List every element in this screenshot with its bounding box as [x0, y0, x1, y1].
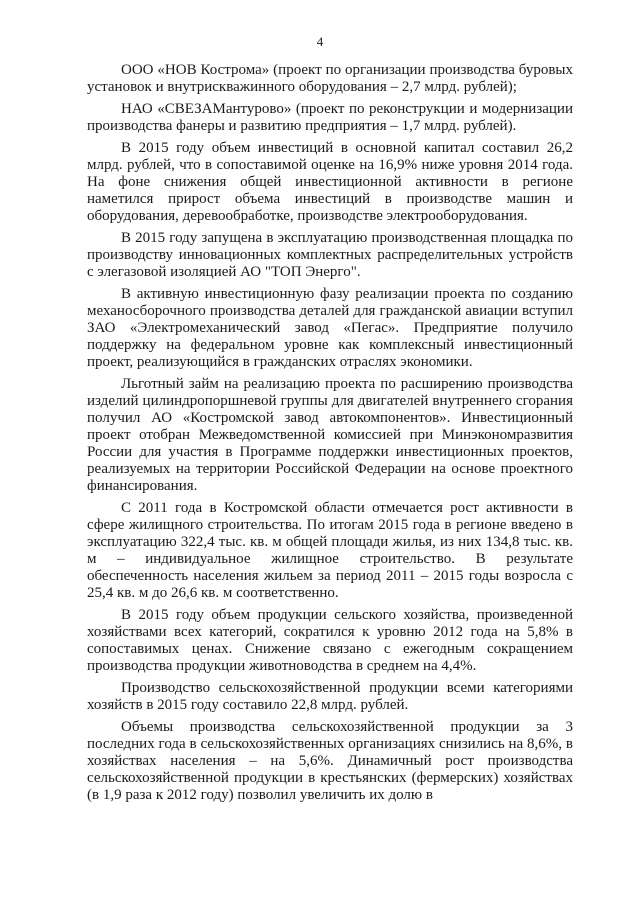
paragraph-autocomponents-loan: Льготный займ на реализацию проекта по расширению производства изделий цилиндропоршневой группы для двигателей внутреннего сгорания получил АО «Костромской завод автокомпонентов». Инвестиционный проект отобран Межведомственной комиссией при Минэкономразвития России для участия в Программе поддержки инвестиционных проектов, реализуемых на территории Российской Федерации на основе проектного финансирования.: [87, 376, 573, 494]
paragraph-investment-2015: В 2015 году объем инвестиций в основной капитал составил 26,2 млрд. рублей, что в сопоставимой оценке на 16,9% ниже уровня 2014 года. На фоне снижения общей инвестиционной активности в регионе наметился прирост объема инвестиций в производстве машин и оборудования, деревообработке, производстве электрооборудования.: [87, 140, 573, 224]
paragraph-nov-kostroma: ООО «НОВ Кострома» (проект по организации производства буровых установок и внутрискважинного оборудования – 2,7 млрд. рублей);: [87, 62, 573, 95]
paragraph-agriculture-dynamics: Объемы производства сельскохозяйственной продукции за 3 последних года в сельскохозяйственных организациях снизились на 8,6%, в хозяйствах населения – на 5,6%. Динамичный рост производства сельскохозяйственной продукции в крестьянских (фермерских) хозяйствах (в 1,9 раза к 2012 году) позволил увеличить их долю в: [87, 719, 573, 803]
page-number: 4: [316, 34, 324, 49]
paragraph-agriculture-output: В 2015 году объем продукции сельского хозяйства, произведенной хозяйствами всех категорий, сократился к уровню 2012 года на 5,8% в сопоставимых ценах. Снижение связано с ежегодным сокращением производства продукции животноводства в среднем на 4,4%.: [87, 607, 573, 674]
paragraph-sveza-manturovo: НАО «СВЕЗАМантурово» (проект по реконструкции и модернизации производства фанеры и развитию предприятия – 1,7 млрд. рублей).: [87, 101, 573, 134]
paragraph-housing-construction: С 2011 года в Костромской области отмечается рост активности в сфере жилищного строительства. По итогам 2015 года в регионе введено в эксплуатацию 322,4 тыс. кв. м общей площади жилья, из них 134,8 тыс. кв. м – индивидуальное жилищное строительство. В результате обеспеченность населения жильем за период 2011 – 2015 годы возросла с 25,4 кв. м до 26,6 кв. м соответственно.: [87, 500, 573, 601]
paragraph-agriculture-total: Производство сельскохозяйственной продукции всеми категориями хозяйств в 2015 году составило 22,8 млрд. рублей.: [87, 680, 573, 713]
paragraph-pegas-plant: В активную инвестиционную фазу реализации проекта по созданию механосборочного производства деталей для гражданской авиации вступил ЗАО «Электромеханический завод «Пегас». Предприятие получило поддержку на федеральном уровне как комплексный инвестиционный проект, реализующийся в гражданских отраслях экономики.: [87, 286, 573, 370]
document-body: [87, 62, 573, 809]
paragraph-top-energo: В 2015 году запущена в эксплуатацию производственная площадка по производству инновационных комплектных распределительных устройств с элегазовой изоляцией АО "ТОП Энерго".: [87, 230, 573, 280]
